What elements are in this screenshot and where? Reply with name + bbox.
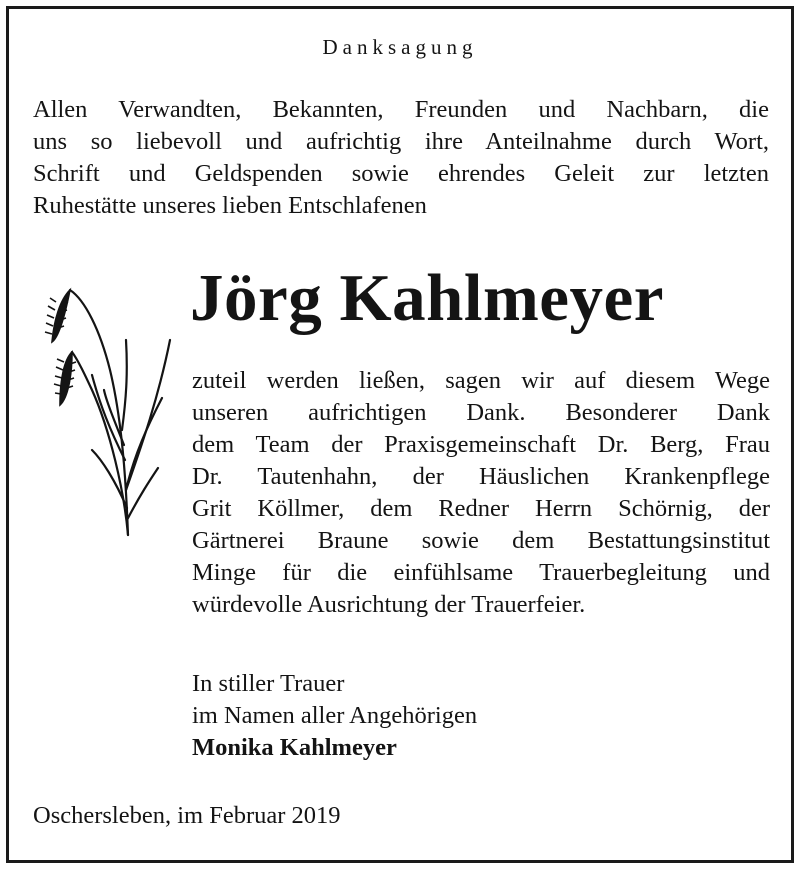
body-line: Grit Köllmer, dem Redner Herrn Schörnig, der [192, 495, 770, 522]
wheat-icon [30, 280, 180, 550]
deceased-name: Jörg Kahlmeyer [190, 261, 665, 335]
intro-line: Allen Verwandten, Bekannten, Freunden und Nachbarn, die [33, 96, 769, 123]
closing-line: im Namen aller Angehörigen [192, 702, 478, 729]
signer-name: Monika Kahlmeyer [192, 734, 397, 761]
body-line: Gärtnerei Braune sowie dem Bestattungsinstitut [192, 527, 770, 554]
body-line: würdevolle Ausrichtung der Trauerfeier. [192, 591, 586, 618]
body-line: dem Team der Praxisgemeinschaft Dr. Berg, Frau [192, 431, 770, 458]
notice-title: Danksagung [322, 35, 478, 59]
closing-block [192, 668, 477, 764]
body-line: Minge für die einfühlsame Trauerbegleitung und [192, 559, 770, 586]
intro-line: Schrift und Geldspenden sowie ehrendes Geleit zur letzten [33, 160, 769, 187]
intro-line: Ruhestätte unseres lieben Entschlafenen [33, 192, 427, 219]
intro-line: uns so liebevoll und aufrichtig ihre Anteilnahme durch Wort, [33, 128, 769, 155]
place-date: Oschersleben, im Februar 2019 [33, 802, 341, 829]
intro-paragraph [33, 94, 769, 222]
closing-line: In stiller Trauer [192, 670, 345, 697]
body-line: unseren aufrichtigen Dank. Besonderer Dank [192, 399, 770, 426]
body-line: Dr. Tautenhahn, der Häuslichen Krankenpflege [192, 463, 770, 490]
body-line: zuteil werden ließen, sagen wir auf diesem Wege [192, 367, 770, 394]
body-paragraph [192, 365, 770, 621]
